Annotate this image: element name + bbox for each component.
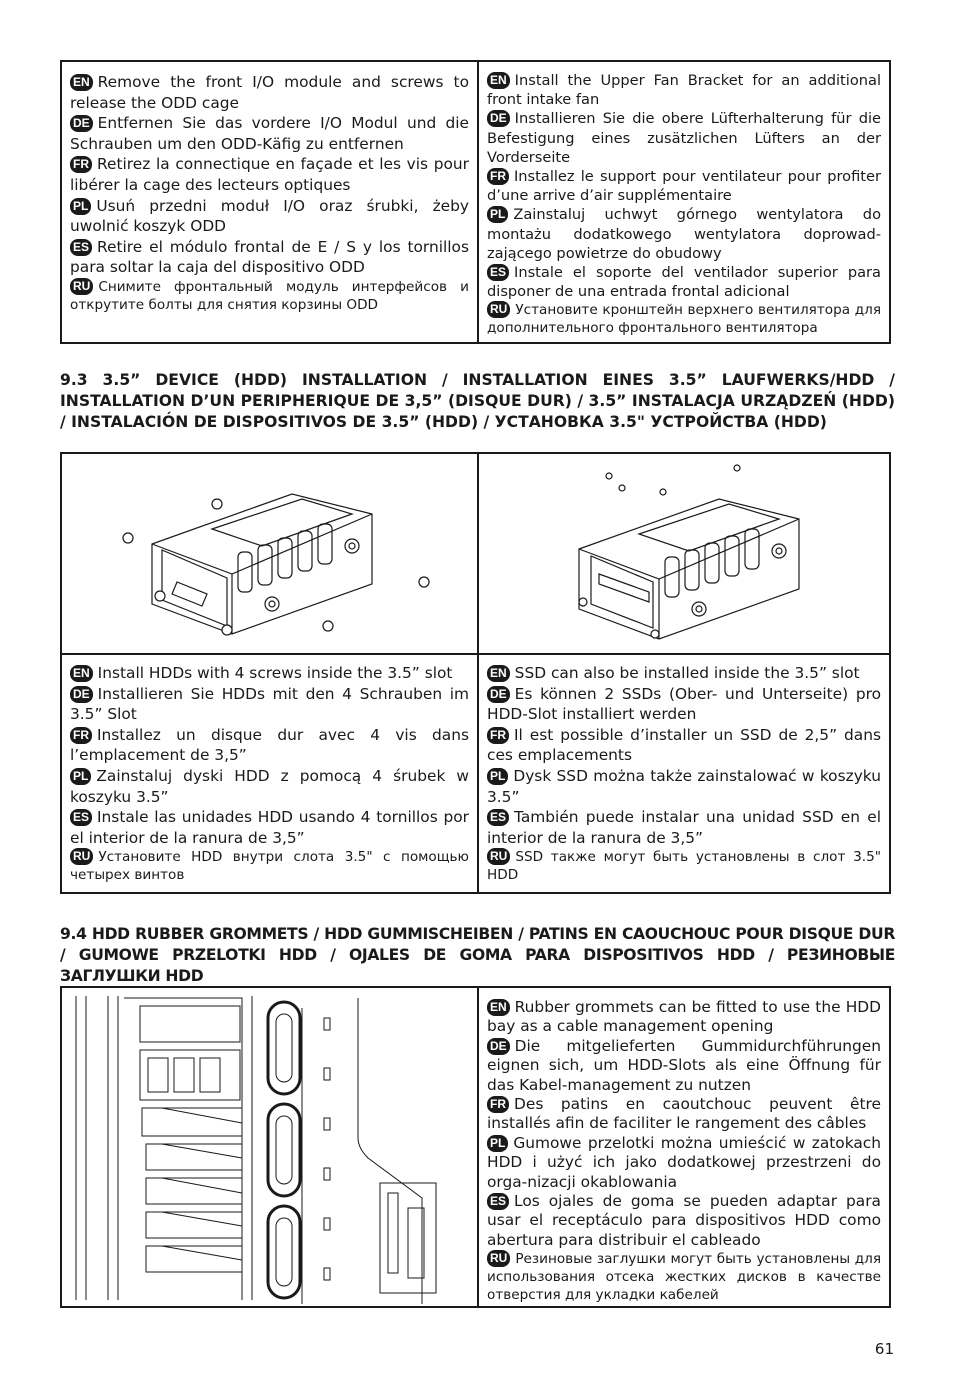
pl-flag-icon: PL bbox=[70, 768, 91, 785]
ru-flag-icon: RU bbox=[70, 848, 93, 865]
es-flag-icon: ES bbox=[487, 1193, 509, 1210]
top-right-ru: Установите кронштейн верхнего вентилятора для дополнительного фронтального вентилятора bbox=[487, 302, 881, 337]
es-flag-icon: ES bbox=[70, 809, 92, 826]
grommets-illustration bbox=[62, 988, 477, 1306]
hdd-en: Install HDDs with 4 screws inside the 3.5” slot bbox=[97, 664, 453, 682]
section-9-3-heading: 9.3 3.5” DEVICE (HDD) INSTALLATION / INSTALLATION EINES 3.5” LAUFWERKS/HDD / INSTALLATION D’UN PERIPHERIQUE DE 3,5” (DISQUE DUR) / 3.5” INSTALACJA URZĄDZEŃ (HDD) / INSTALACIÓN DE DISPOSITIVOS DE 3.5” (HDD) / УСТАНОВКА 3.5" УСТРОЙСТВА (HDD) bbox=[60, 371, 895, 431]
de-flag-icon: DE bbox=[70, 115, 93, 132]
hdd-text bbox=[62, 655, 477, 884]
en-flag-icon: EN bbox=[487, 72, 510, 89]
ru-flag-icon: RU bbox=[487, 1250, 510, 1267]
en-flag-icon: EN bbox=[487, 999, 510, 1016]
grommets-text bbox=[479, 988, 889, 1304]
ssd-cage-illustration bbox=[479, 454, 893, 653]
hdd-es: Instale las unidades HDD usando 4 tornillos por el interior de la ranura de 3,5” bbox=[70, 808, 469, 847]
en-flag-icon: EN bbox=[70, 665, 93, 682]
es-flag-icon: ES bbox=[70, 239, 92, 256]
ssd-de: Es können 2 SSDs (Ober- und Unterseite) pro HDD-Slot installiert werden bbox=[487, 684, 881, 724]
top-left-en: Remove the front I/O module and screws to release the ODD cage bbox=[70, 73, 469, 112]
hdd-illustration-cell bbox=[62, 454, 477, 653]
top-right-text bbox=[479, 62, 889, 337]
top-left-ru: Снимите фронтальный модуль интерфейсов и открутите болты для снятия корзины ODD bbox=[70, 278, 469, 313]
page-number: 61 bbox=[874, 1340, 894, 1358]
top-right-de: Installieren Sie die obere Lüfterhalterung für die Befestigung eines zusätzlichen Lüfters an der Vorderseite bbox=[487, 110, 881, 166]
ru-flag-icon: RU bbox=[487, 301, 510, 318]
fr-flag-icon: FR bbox=[70, 156, 92, 173]
top-table bbox=[60, 60, 891, 344]
pl-flag-icon: PL bbox=[487, 206, 508, 223]
pl-flag-icon: PL bbox=[70, 198, 91, 215]
de-flag-icon: DE bbox=[487, 110, 510, 127]
ru-flag-icon: RU bbox=[70, 278, 93, 295]
ssd-text bbox=[479, 655, 889, 884]
top-right-cell bbox=[477, 62, 889, 342]
pl-flag-icon: PL bbox=[487, 1135, 508, 1152]
ssd-illustration-cell bbox=[477, 454, 889, 653]
top-right-pl: Zainstaluj uchwyt górnego wentylatora do montażu dodatkowego wentylatora doprowad-zającego powietrze do obudowy bbox=[487, 206, 881, 262]
hdd-de: Installieren Sie HDDs mit den 4 Schrauben im 3.5” Slot bbox=[70, 684, 469, 724]
ssd-text-cell bbox=[477, 655, 889, 892]
es-flag-icon: ES bbox=[487, 264, 509, 281]
hdd-text-cell bbox=[62, 655, 477, 892]
grommets-fr: Des patins en caoutchouc peuvent être installés afin de faciliter le rangement des câbles bbox=[487, 1095, 881, 1133]
hdd-pl: Zainstaluj dyski HDD z pomocą 4 śrubek w koszyku 3.5” bbox=[70, 766, 469, 806]
grommets-text-cell bbox=[477, 988, 889, 1306]
grommets-pl: Gumowe przelotki można umieścić w zatokach HDD i użyć ich jako dodatkowej przestrzeni do orga-nizacji okablowania bbox=[487, 1133, 881, 1191]
fr-flag-icon: FR bbox=[487, 727, 509, 744]
ssd-fr: Il est possible d’installer un SSD de 2,5” dans ces emplacements bbox=[487, 725, 881, 765]
top-right-es: Instale el soporte del ventilador superior para disponer de una entrada frontal adicional bbox=[487, 264, 881, 301]
ssd-en: SSD can also be installed inside the 3.5” slot bbox=[514, 664, 860, 682]
top-left-de: Entfernen Sie das vordere I/O Modul und die Schrauben um den ODD-Käfig zu entfernen bbox=[70, 114, 469, 153]
hdd-ru: Установите HDD внутри слота 3.5" с помощью четырех винтов bbox=[70, 849, 469, 884]
de-flag-icon: DE bbox=[487, 686, 510, 703]
ru-flag-icon: RU bbox=[487, 848, 510, 865]
ssd-ru: SSD также могут быть установлены в слот 3.5" HDD bbox=[487, 849, 881, 884]
en-flag-icon: EN bbox=[487, 665, 510, 682]
ssd-es: También puede instalar una unidad SSD en el interior de la ranura de 3,5” bbox=[487, 808, 881, 847]
pl-flag-icon: PL bbox=[487, 768, 508, 785]
top-left-cell bbox=[62, 62, 477, 342]
top-right-en: Install the Upper Fan Bracket for an additional front intake fan bbox=[487, 72, 881, 109]
grommets-table bbox=[60, 986, 891, 1308]
ssd-pl: Dysk SSD można także zainstalować w koszyku 3.5” bbox=[487, 766, 881, 806]
grommets-de: Die mitgelieferten Gummidurchführungen eignen sich, um HDD-Slots als eine Öffnung für das Kabel-management zu nutzen bbox=[487, 1036, 881, 1094]
fr-flag-icon: FR bbox=[70, 727, 92, 744]
grommets-es: Los ojales de goma se pueden adaptar para usar el receptáculo para dispositivos HDD como abertura para distribuir el cableado bbox=[487, 1192, 881, 1249]
top-right-fr: Installez le support pour ventilateur pour profiter d’une arrive d’air supplémentaire bbox=[487, 168, 881, 205]
top-left-es: Retire el módulo frontal de E / S y los tornillos para soltar la caja del dispositivo ODD bbox=[70, 237, 469, 277]
grommets-ru: Резиновые заглушки могут быть установлены для использования отсека жестких дисков в качестве отверстия для укладки кабелей bbox=[487, 1251, 881, 1304]
top-left-fr: Retirez la connectique en façade et les vis pour libérer la cage des lecteurs optiques bbox=[70, 155, 469, 194]
top-left-text bbox=[62, 62, 477, 314]
grommets-en: Rubber grommets can be fitted to use the HDD bay as a cable management opening bbox=[487, 998, 881, 1036]
section-9-4-heading: 9.4 HDD RUBBER GROMMETS / HDD GUMMISCHEIBEN / PATINS EN CAOUCHOUC POUR DISQUE DUR / GUMOWE PRZELOTKI HDD / OJALES DE GOMA PARA DISPOSITIVOS HDD / РЕЗИНОВЫЕ ЗАГЛУШКИ HDD bbox=[60, 925, 895, 985]
hdd-cage-illustration bbox=[62, 454, 477, 653]
fr-flag-icon: FR bbox=[487, 168, 509, 185]
en-flag-icon: EN bbox=[70, 74, 93, 91]
grommets-illustration-cell bbox=[62, 988, 477, 1306]
de-flag-icon: DE bbox=[487, 1038, 510, 1055]
es-flag-icon: ES bbox=[487, 809, 509, 826]
fr-flag-icon: FR bbox=[487, 1096, 509, 1113]
hdd-fr: Installez un disque dur avec 4 vis dans l’emplacement de 3,5” bbox=[70, 725, 469, 765]
hdd-install-table bbox=[60, 452, 891, 894]
de-flag-icon: DE bbox=[70, 686, 93, 703]
top-left-pl: Usuń przedni moduł I/O oraz śrubki, żeby uwolnić koszyk ODD bbox=[70, 196, 469, 236]
